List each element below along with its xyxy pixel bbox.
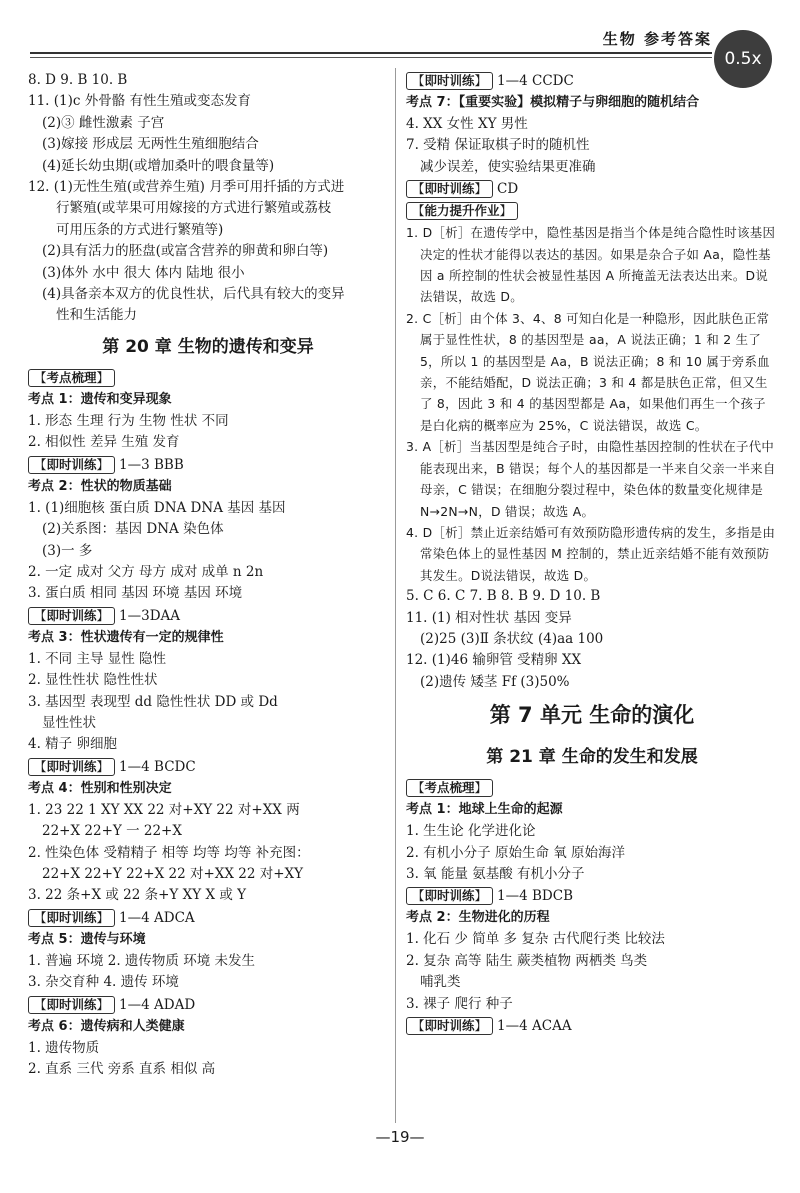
answer-line: 2. 一定 成对 父方 母方 成对 成单 n 2n xyxy=(28,563,264,580)
answer-line: 3. 蛋白质 相同 基因 环境 基因 环境 xyxy=(28,585,243,602)
section-tag: 【即时训练】 xyxy=(406,887,493,905)
topic-heading: 考点 1：地球上生命的起源 xyxy=(406,802,563,818)
section-tag-line xyxy=(28,367,388,389)
answer-line: 11. (1) 相对性状 基因 变异 xyxy=(406,609,572,626)
answer-line: 3. 氧 能量 氨基酸 有机小分子 xyxy=(406,865,585,882)
answer-subline: 减少误差，使实验结果更准确 xyxy=(420,158,596,175)
page-number: —19— xyxy=(375,1128,425,1146)
section-tag-label: 即时训练 xyxy=(424,181,475,197)
answer-text: 1—4 CCDC xyxy=(497,73,574,89)
answer-text: 1—3DAA xyxy=(119,607,181,624)
answer-line: 1. 形态 生理 行为 生物 性状 不同 xyxy=(28,412,229,429)
answer-line: 1. 遗传物质 xyxy=(28,1039,100,1056)
answer-subline: (3)体外 水中 很大 体内 陆地 很小 xyxy=(42,264,245,281)
answer-continuation: 行繁殖(或苹果可用嫁接的方式进行繁殖或荔枝 xyxy=(56,200,332,217)
answer-subline: (3)一 多 xyxy=(42,542,93,559)
answer-line: 4. XX 女性 XY 男性 xyxy=(406,116,528,132)
answer-line: 11. (1)c 外骨骼 有性生殖或变态发育 xyxy=(28,93,252,110)
answer-subline: (4)延长幼虫期(或增加桑叶的喂食量等) xyxy=(42,157,275,174)
answer-subline: (2)25 (3)Ⅱ 条状纹 (4)aa 100 xyxy=(420,630,604,647)
section-tag: 【即时训练】 xyxy=(406,1017,493,1035)
section-tag-label: 即时训练 xyxy=(46,996,97,1012)
answer-continuation: 可用压条的方式进行繁殖等) xyxy=(56,221,224,238)
answer-subline: (3)嫁接 形成层 无两性生殖细胞结合 xyxy=(42,136,259,153)
section-tag: 【能力提升作业】 xyxy=(406,202,518,220)
section-tag-line xyxy=(28,454,388,476)
answer-line: 3. 裸子 爬行 种子 xyxy=(406,995,513,1012)
section-tag-label: 即时训练 xyxy=(424,888,475,904)
page-header xyxy=(0,0,800,64)
zoom-level-badge[interactable]: 0.5x xyxy=(714,30,772,88)
section-tag: 【即时训练】 xyxy=(28,909,115,927)
chapter-title: 第 20 章 生物的遗传和变异 xyxy=(102,336,314,357)
answer-subline: 哺乳类 xyxy=(420,974,461,991)
header-rule xyxy=(30,52,712,54)
topic-heading: 考点 6：遗传病和人类健康 xyxy=(28,1018,185,1034)
column-divider xyxy=(395,68,396,1123)
answer-subline: (2)遗传 矮茎 Ff (3)50% xyxy=(420,673,570,690)
chapter-title: 第 21 章 生命的发生和发展 xyxy=(486,747,698,768)
section-tag-line xyxy=(406,1015,778,1037)
topic-heading: 考点 1：遗传和变异现象 xyxy=(28,391,172,407)
section-tag-line xyxy=(28,994,388,1016)
section-tag-line xyxy=(406,885,778,907)
topic-heading: 考点 4：性别和性别决定 xyxy=(28,780,172,796)
answer-line: 1. 23 22 1 XY XX 22 对+XY 22 对+XX 两 xyxy=(28,801,300,818)
section-tag: 【即时训练】 xyxy=(406,180,493,198)
section-tag-line xyxy=(28,756,388,778)
answer-line: 8. D 9. B 10. B xyxy=(28,72,128,88)
topic-heading: 考点 2：生物进化的历程 xyxy=(406,910,550,926)
section-tag-line xyxy=(28,605,388,627)
answer-line: 2. 有机小分子 原始生命 氧 原始海洋 xyxy=(406,844,626,861)
answer-line: 3. 基因型 表现型 dd 隐性性状 DD 或 Dd xyxy=(28,693,278,710)
explanation-paragraph: 1. D［析］在遗传学中，隐性基因是指当个体是纯合隐性时该基因决定的性状才能得以表达的基因。如果是杂合子如 Aa，隐性基因 a 所控制的性状会被显性基因 A 所掩盖无法表达出来。D说法错误，故选 D。 xyxy=(406,225,776,305)
unit-title: 第 7 单元 生命的演化 xyxy=(489,703,695,728)
answer-line: 1. 不同 主导 显性 隐性 xyxy=(28,650,167,667)
answer-line: 1. (1)细胞核 蛋白质 DNA DNA 基因 基因 xyxy=(28,499,286,516)
answer-subline: (2)③ 雌性激素 子宫 xyxy=(42,114,165,131)
answer-subline: 显性性状 xyxy=(42,714,96,731)
section-tag-line xyxy=(406,178,778,200)
answer-text: CD xyxy=(497,181,519,198)
explanation-paragraph: 4. D［析］禁止近亲结婚可有效预防隐形遗传病的发生，多指是由常染色体上的显性基因 M 控制的，禁止近亲结婚不能有效预防其发生。D说法错误，故选 D。 xyxy=(406,524,776,583)
answer-text: 1—4 ACAA xyxy=(497,1018,572,1034)
topic-heading: 考点 2：性状的物质基础 xyxy=(28,478,172,494)
answer-text: 1—4 ADAD xyxy=(119,996,196,1013)
answer-text: 1—4 ADCA xyxy=(119,909,195,926)
answer-text: 1—4 BCDC xyxy=(119,758,196,775)
section-tag-label: 即时训练 xyxy=(424,73,475,88)
answer-line: 2. 复杂 高等 陆生 蕨类植物 两栖类 鸟类 xyxy=(406,952,648,969)
topic-heading: 考点 3：性状遗传有一定的规律性 xyxy=(28,629,224,645)
section-tag: 【即时训练】 xyxy=(28,996,115,1014)
section-tag: 【即时训练】 xyxy=(28,456,115,474)
section-tag-label: 考点梳理 xyxy=(46,369,97,385)
answer-line: 1. 普遍 环境 2. 遗传物质 环境 未发生 xyxy=(28,952,256,969)
answer-line: 2. 显性性状 隐性性状 xyxy=(28,672,158,689)
section-tag-label: 即时训练 xyxy=(46,607,97,623)
header-title: 生物 参考答案 xyxy=(602,30,712,48)
section-tag: 【即时训练】 xyxy=(406,72,493,90)
section-tag-line xyxy=(28,907,388,929)
answer-line: 2. 性染色体 受精精子 相等 均等 均等 补充图： xyxy=(28,844,310,861)
answer-subline: (2)具有活力的胚盘(或富含营养的卵黄和卵白等) xyxy=(42,243,329,260)
section-tag-label: 即时训练 xyxy=(424,1018,475,1033)
answer-line: 2. 相似性 差异 生殖 发育 xyxy=(28,434,180,451)
answer-text: 1—3 BBB xyxy=(119,456,184,473)
section-tag: 【考点梳理】 xyxy=(406,779,493,797)
answer-line: 1. 生生论 化学进化论 xyxy=(406,823,536,840)
answer-line: 3. 杂交育种 4. 遗传 环境 xyxy=(28,974,179,991)
page-number-value: 19 xyxy=(390,1128,410,1146)
section-tag: 【考点梳理】 xyxy=(28,369,115,387)
section-tag-line xyxy=(406,777,778,799)
section-tag-line xyxy=(406,200,778,222)
answer-line: 1. 化石 少 简单 多 复杂 古代爬行类 比较法 xyxy=(406,931,665,948)
explanation-paragraph: 3. A［析］当基因型是纯合子时，由隐性基因控制的性状在子代中能表现出来，B 错误；每个人的基因都是一半来自父亲一半来自母亲，C 错误；在细胞分裂过程中，染色体的数量变化规律是 N→2N→N，D 错误；故选 A。 xyxy=(406,439,776,519)
section-tag-label: 即时训练 xyxy=(46,909,97,925)
right-column xyxy=(406,70,778,1037)
answer-continuation: 性和生活能力 xyxy=(56,307,137,324)
answer-line: 2. 直系 三代 旁系 直系 相似 高 xyxy=(28,1061,216,1077)
section-tag-line xyxy=(406,70,778,92)
header-rule-thin xyxy=(30,57,712,58)
answer-line: 3. 22 条+X 或 22 条+Y XY X 或 Y xyxy=(28,887,247,904)
explanation-paragraph: 2. C［析］由个体 3、4、8 可知白化是一种隐形，因此肤色正常属于显性性状，8 的基因型是 aa，A 说法正确；1 和 2 生了 5，所以 1 的基因型是 Aa，B 说法正确；8 和 10 属于旁系血亲，不能结婚配，D 说法正确；3 和 4 都是肤色正常，但又生了 8，因此 3 和 4 的基因型都是 Aa，如果他们再生一个孩子是白化病的概率应为 25%，C 说法错误，故选 C。 xyxy=(406,310,770,433)
topic-heading: 考点 7：【重要实验】模拟精子与卵细胞的随机结合 xyxy=(406,95,700,110)
section-tag: 【即时训练】 xyxy=(28,758,115,776)
topic-heading: 考点 5：遗传与环境 xyxy=(28,931,146,947)
answer-line: 4. 精子 卵细胞 xyxy=(28,736,117,753)
answer-text: 1—4 BDCB xyxy=(497,888,574,905)
answer-subline: (2)关系图：基因 DNA 染色体 xyxy=(42,521,224,538)
section-tag: 【即时训练】 xyxy=(28,607,115,625)
answer-line: 7. 受精 保证取棋子时的随机性 xyxy=(406,137,590,154)
section-tag-label: 考点梳理 xyxy=(424,780,475,796)
answer-line: 5. C 6. C 7. B 8. B 9. D 10. B xyxy=(406,588,601,605)
answer-subline: 22+X 22+Y 22+X 22 对+XX 22 对+XY xyxy=(42,865,304,882)
section-tag-label: 即时训练 xyxy=(46,758,97,774)
answer-line: 12. (1)46 输卵管 受精卵 XX xyxy=(406,652,582,669)
section-tag-label: 能力提升作业 xyxy=(424,203,500,219)
left-column xyxy=(28,70,388,1080)
section-tag-label: 即时训练 xyxy=(46,456,97,472)
answer-subline: (4)具备亲本双方的优良性状，后代具有较大的变异 xyxy=(42,286,345,303)
answer-line: 12. (1)无性生殖(或营养生殖) 月季可用扦插的方式进 xyxy=(28,179,345,196)
answer-subline: 22+X 22+Y 一 22+X xyxy=(42,823,182,840)
